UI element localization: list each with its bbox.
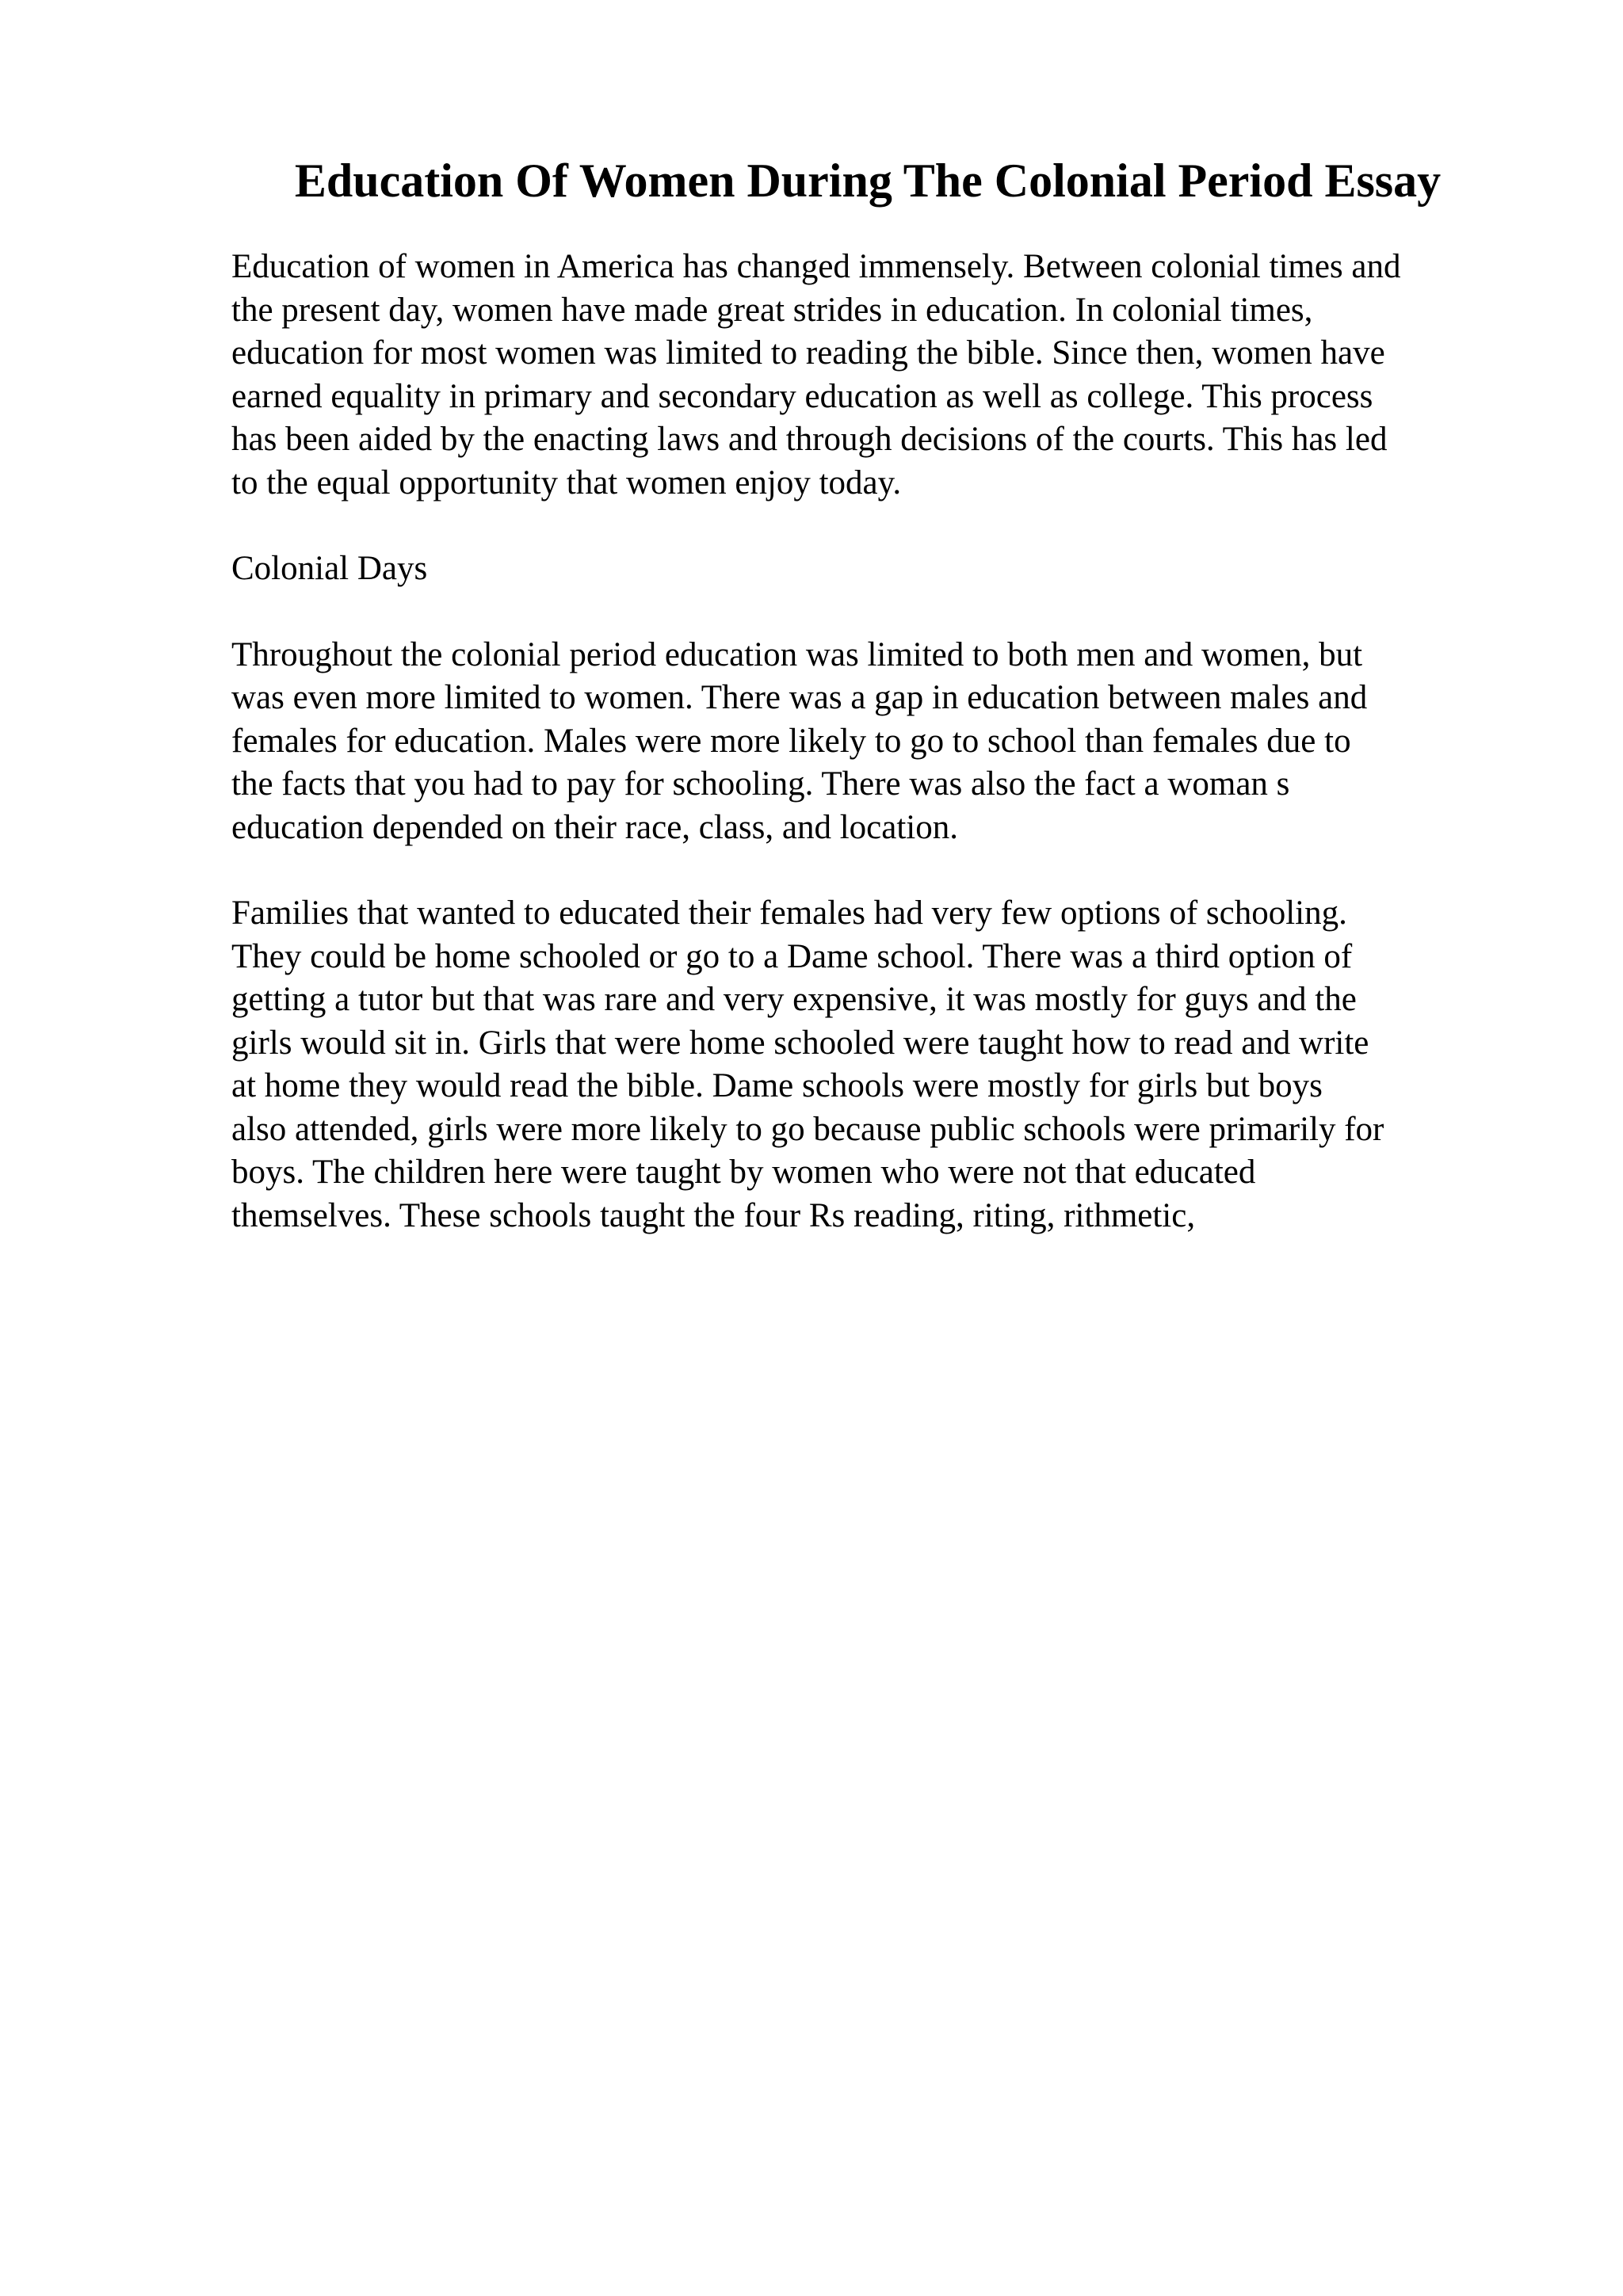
text-line: education depended on their race, class, and location. xyxy=(231,808,958,846)
text-line: also attended, girls were more likely to go because public schools were primarily for xyxy=(231,1110,1384,1148)
text-line: education for most women was limited to reading the bible. Since then, women have xyxy=(231,334,1385,372)
text-line: the present day, women have made great strides in education. In colonial times, xyxy=(231,291,1313,329)
text-line: boys. The children here were taught by women who were not that educated xyxy=(231,1154,1256,1191)
section-heading-colonial-days xyxy=(231,547,1531,591)
text-line: to the equal opportunity that women enjoy today. xyxy=(231,463,902,502)
paragraph-colonial-limits xyxy=(231,634,1531,850)
text-line: girls would sit in. Girls that were home schooled were taught how to read and write xyxy=(231,1024,1369,1062)
text-line: the facts that you had to pay for schooling. There was also the fact a woman s xyxy=(231,765,1290,803)
text-line: Families that wanted to educated their females had very few options of schooling. xyxy=(231,894,1347,932)
text-line: at home they would read the bible. Dame schools were mostly for girls but boys xyxy=(231,1067,1323,1104)
text-line: themselves. These schools taught the four Rs reading, riting, rithmetic, xyxy=(231,1196,1196,1234)
text-line: Education of women in America has changed immensely. Between colonial times and xyxy=(231,248,1401,285)
text-line: earned equality in primary and secondary education as well as college. This process xyxy=(231,377,1373,415)
text-line: was even more limited to women. There was a gap in education between males and xyxy=(231,679,1368,716)
section-heading-text: Colonial Days xyxy=(231,550,428,587)
essay-title: Education Of Women During The Colonial Period Essay xyxy=(294,154,1442,207)
text-line: They could be home schooled or go to a Dame school. There was a third option of xyxy=(231,937,1353,975)
text-line: has been aided by the enacting laws and through decisions of the courts. This has led xyxy=(231,421,1388,458)
text-line: Throughout the colonial period education was limited to both men and women, but xyxy=(231,635,1363,673)
text-line: getting a tutor but that was rare and very expensive, it was mostly for guys and the xyxy=(231,981,1357,1018)
text-line: females for education. Males were more likely to go to school than females due to xyxy=(231,722,1351,760)
essay-body xyxy=(231,246,1531,1280)
paragraph-schooling-options xyxy=(231,892,1531,1238)
paragraph-intro xyxy=(231,246,1531,505)
